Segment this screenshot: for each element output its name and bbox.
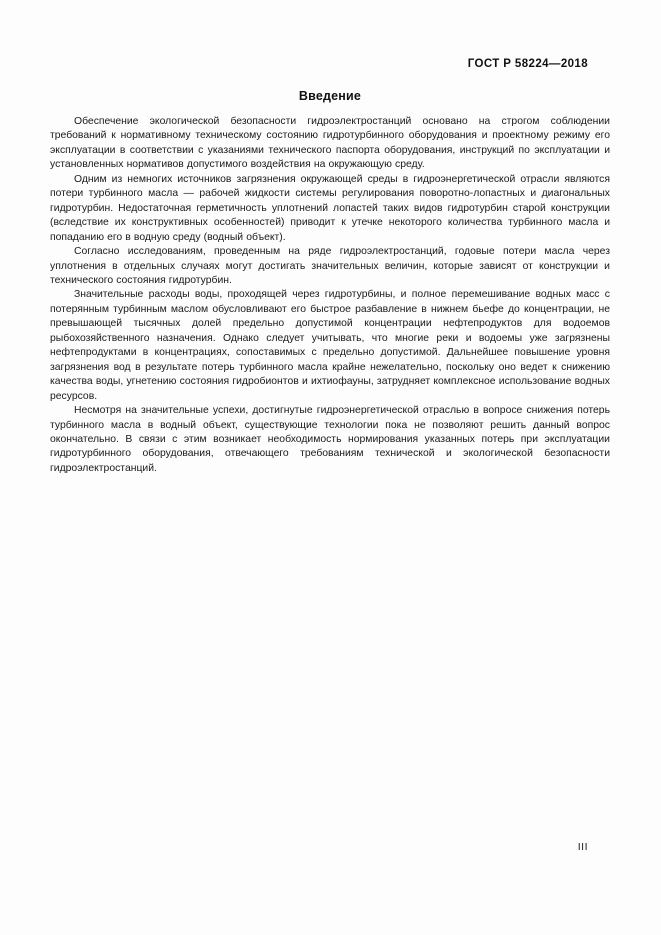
paragraph-2: Одним из немногих источников загрязнения окружающей среды в гидроэнергетической отрасли являются потери турбинного масла — рабочей жидкости системы регулирования поворотно-лопастных и диагональных гидротурбин. Недостаточная герметичность уплотнений лопастей таких видов гидротурбин старой конструкции (вследствие их конструктивных особенностей) приводит к утечке некоторого количества турбинного масла и попаданию его в водную среду (водный объект). — [50, 173, 610, 243]
body-text-block — [50, 115, 610, 476]
page-number: III — [577, 841, 588, 853]
paragraph-4: Значительные расходы воды, проходящей через гидротурбины, и полное перемешивание водных масс с потерянным турбинным маслом обусловливают его быстрое разбавление в нижнем бьефе до концентрации, не превышающей тысячных долей предельно допустимой концентрации нефтепродуктов для водоемов рыбохозяйственного назначения. Однако следует учитывать, что многие реки и водоемы уже загрязнены нефтепродуктами в концентрациях, сопоставимых с предельно допустимой. Дальнейшее повышение уровня загрязнения вод в результате потерь турбинного масла крайне нежелательно, поскольку оно ведет к снижению качества воды, угнетению состояния гидробионтов и ихтиофауны, затрудняет комплексное использование водных ресурсов. — [50, 289, 610, 402]
paragraph-1: Обеспечение экологической безопасности гидроэлектростанций основано на строгом соблюдении требований к нормативному техническому состоянию гидротурбинного оборудования и проектному режиму его эксплуатации в соответствии с указаниями технического паспорта оборудования, инструкций по эксплуатации и установленных нормативов допустимого воздействия на окружающую среду. — [50, 116, 610, 171]
page-title: Введение — [298, 89, 362, 103]
standard-designation-header: ГОСТ Р 58224—2018 — [467, 58, 588, 70]
paragraph-3: Согласно исследованиям, проведенным на ряде гидроэлектростанций, годовые потери масла через уплотнения в отдельных случаях могут достигать значительных величин, которые зависят от конструкции и технического состояния гидротурбин. — [50, 246, 610, 286]
paragraph-5: Несмотря на значительные успехи, достигнутые гидроэнергетической отраслью в вопросе снижения потерь турбинного масла в водный объект, существующие технологии пока не позволяют решить данный вопрос окончательно. В связи с этим возникает необходимость нормирования указанных потерь при эксплуатации гидротурбинного оборудования, отвечающего требованиям технической и экологической безопасности гидроэлектростанций. — [50, 405, 610, 474]
